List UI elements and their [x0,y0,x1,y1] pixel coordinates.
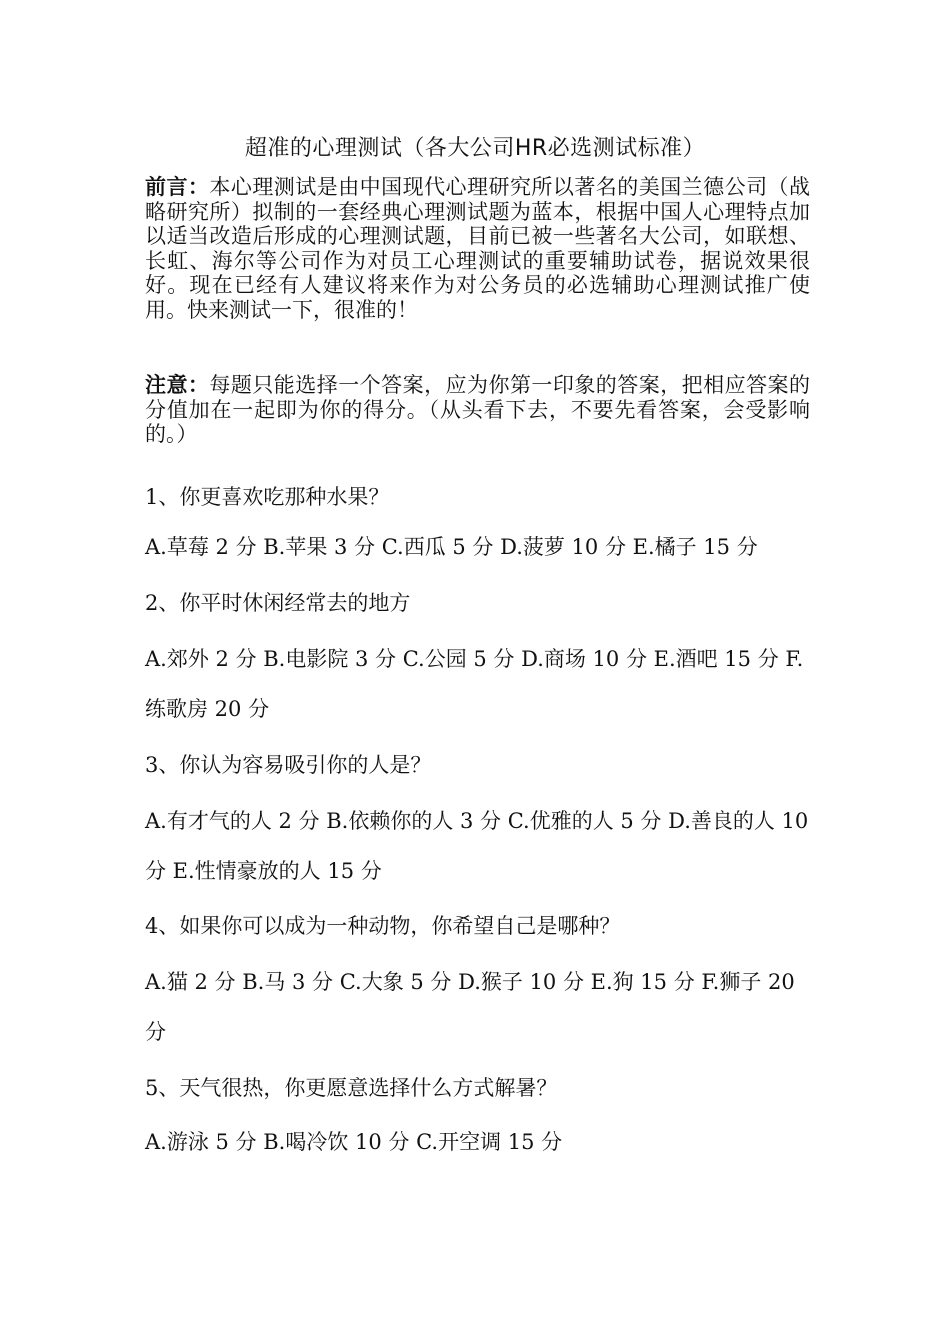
question-5-options: A.游泳 5 分 B.喝冷饮 10 分 C.开空调 15 分 [145,1130,563,1154]
question-1: 1、你更喜欢吃那种水果？ [145,485,390,509]
preface-paragraph [145,175,810,323]
question-4-options: A.猫 2 分 B.马 3 分 C.大象 5 分 D.猴子 10 分 E.狗 15 分 F.狮子 20 分 [145,970,795,1044]
notice-lead: 注意： [145,373,210,397]
question-1-options: A.草莓 2 分 B.苹果 3 分 C.西瓜 5 分 D.菠萝 10 分 E.橘子 15 分 [145,535,758,559]
preface-lead: 前言： [145,175,210,199]
question-4: 4、如果你可以成为一种动物，你希望自己是哪种？ [145,914,621,938]
question-3: 3、你认为容易吸引你的人是？ [145,753,432,777]
preface-text: 本心理测试是由中国现代心理研究所以著名的美国兰德公司（战略研究所）拟制的一套经典心理测试题为蓝本，根据中国人心理特点加以适当改造后形成的心理测试题，目前已被一些著名大公司，如联想、长虹、海尔等公司作为对员工心理测试的重要辅助试卷，据说效果很好。现在已经有人建议将来作为对公务员的必选辅助心理测试推广使用。快来测试一下，很准的！ [145,175,811,322]
question-5: 5、天气很热，你更愿意选择什么方式解暑？ [145,1076,558,1100]
notice-text: 每题只能选择一个答案，应为你第一印象的答案，把相应答案的分值加在一起即为你的得分。（从头看下去，不要先看答案，会受影响的。） [145,373,811,447]
question-3-options: A.有才气的人 2 分 B.依赖你的人 3 分 C.优雅的人 5 分 D.善良的人 10 分 E.性情豪放的人 15 分 [145,809,809,883]
document-title: 超准的心理测试（各大公司HR必选测试标准） [244,136,706,161]
notice-paragraph [145,373,810,447]
question-2: 2、你平时休闲经常去的地方 [145,591,411,615]
question-2-options: A.郊外 2 分 B.电影院 3 分 C.公园 5 分 D.商场 10 分 E.酒吧 15 分 F.练歌房 20 分 [145,647,804,721]
